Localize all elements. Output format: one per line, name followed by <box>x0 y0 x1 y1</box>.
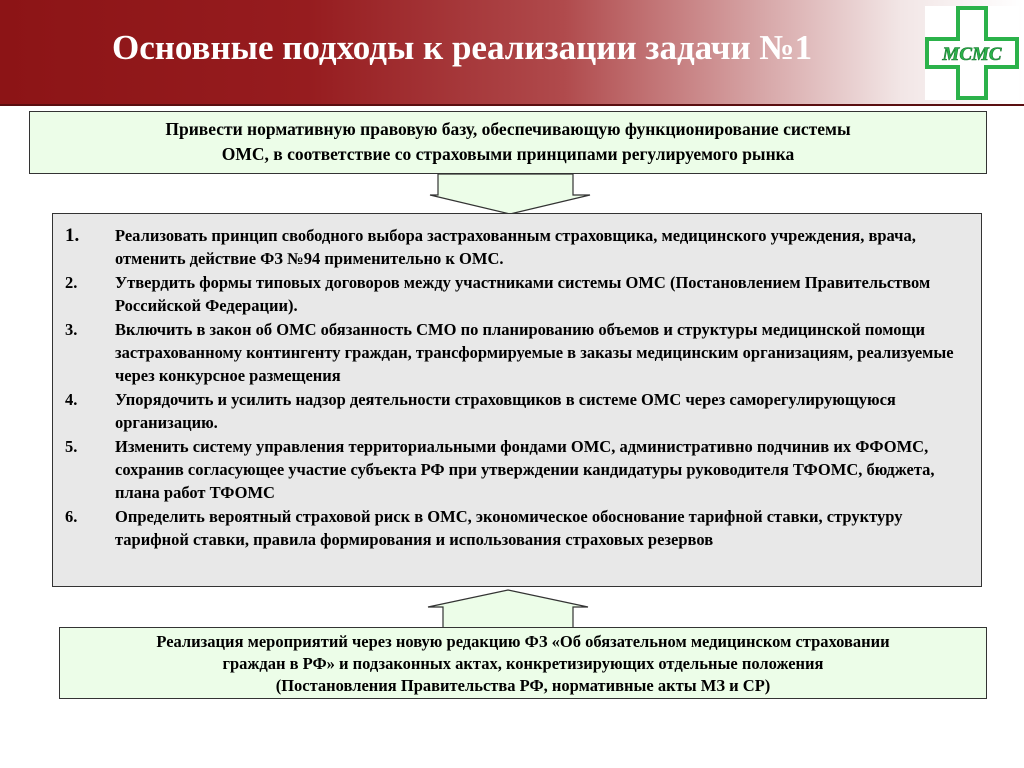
list-item-number: 2. <box>65 273 78 292</box>
implementation-line-2: граждан в РФ» и подзаконных актах, конкретизирующих отдельные положения <box>222 654 824 673</box>
list-item <box>65 505 973 551</box>
list-item-number: 4. <box>65 390 78 409</box>
list-item <box>65 388 973 434</box>
logo-text: МСМС <box>942 44 1002 65</box>
goal-line-1: Привести нормативную правовую базу, обеспечивающую функционирование системы <box>165 119 851 139</box>
list-item <box>65 224 973 270</box>
list-item-text: Упорядочить и усилить надзор деятельности страховщиков в системе ОМС через саморегулирующуюся организацию. <box>115 390 896 432</box>
list-item-text: Определить вероятный страховой риск в ОМС, экономическое обоснование тарифной ставки, структуру тарифной ставки, правила формирования и использования страховых резервов <box>115 507 903 549</box>
goal-box <box>29 111 987 174</box>
implementation-line-1: Реализация мероприятий через новую редакцию ФЗ «Об обязательном медицинском страховании <box>156 632 890 651</box>
medical-cross-icon <box>925 6 1019 100</box>
list-item <box>65 318 973 387</box>
list-item <box>65 271 973 317</box>
list-item-number: 3. <box>65 320 78 339</box>
list-item-text: Реализовать принцип свободного выбора застрахованным страховщика, медицинского учреждения, врача, отменить действие ФЗ №94 применительно к ОМС. <box>115 226 916 268</box>
implementation-line-3: (Постановления Правительства РФ, нормативные акты МЗ и СР) <box>275 676 771 695</box>
tasks-list <box>52 213 982 587</box>
down-arrow <box>428 173 592 215</box>
list-item-text: Утвердить формы типовых договоров между участниками системы ОМС (Постановлением Правительством Российской Федерации). <box>115 273 931 315</box>
list-item-text: Изменить систему управления территориальными фондами ОМС, административно подчинив их ФФОМС, сохранив согласующее участие субъекта РФ при утверждении кандидатуры руководителя ТФОМС, бюджета, плана работ ТФОМС <box>115 437 935 502</box>
up-arrow <box>426 589 590 629</box>
implementation-box <box>59 627 987 699</box>
header-banner <box>0 0 1024 104</box>
logo <box>925 6 1019 100</box>
goal-line-2: ОМС, в соответствие со страховыми принципами регулируемого рынка <box>221 144 795 164</box>
page-title: Основные подходы к реализации задачи №1 <box>112 28 813 67</box>
list-item-number: 5. <box>65 437 78 456</box>
list-item <box>65 435 973 504</box>
list-item-number: 1. <box>65 225 80 246</box>
list-item-number: 6. <box>65 507 78 526</box>
list-item-text: Включить в закон об ОМС обязанность СМО по планированию объемов и структуры медицинской помощи застрахованному контингенту граждан, трансформируемые в заказы медицинским организациям, реализуемые через конкурсное размещения <box>115 320 954 385</box>
header-divider <box>0 104 1024 106</box>
